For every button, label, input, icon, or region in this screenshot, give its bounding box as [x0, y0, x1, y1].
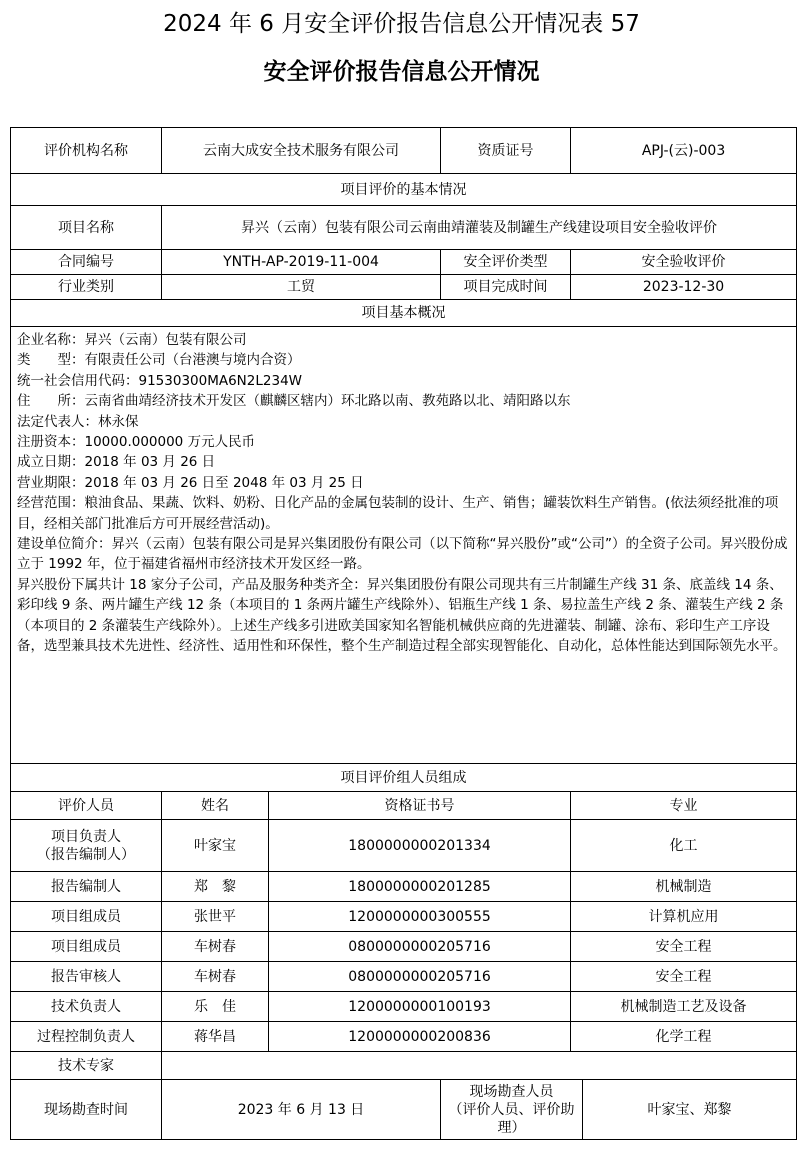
overview-line: 注册资本：10000.000000 万元人民币	[17, 434, 256, 451]
overview-line: 营业期限：2018 年 03 月 26 日至 2048 年 03 月 25 日	[17, 474, 364, 491]
table-row	[11, 932, 797, 962]
document-subtitle: 安全评价报告信息公开情况	[263, 59, 540, 85]
eval-type-value: 安全验收评价	[571, 250, 797, 275]
member-name: 叶家宝	[162, 820, 269, 872]
member-role: 报告审核人	[11, 962, 162, 992]
table-row	[11, 962, 797, 992]
member-major: 安全工程	[571, 962, 797, 992]
member-major: 化学工程	[571, 1022, 797, 1052]
overview-content	[11, 327, 797, 764]
cert-label: 资质证号	[441, 128, 571, 174]
table-row	[11, 992, 797, 1022]
survey-people-label	[441, 1080, 583, 1140]
agency-row	[11, 128, 797, 174]
survey-time-value: 2023 年 6 月 13 日	[162, 1080, 441, 1140]
member-cert: 0800000000205716	[269, 962, 571, 992]
member-cert: 1200000000300555	[269, 902, 571, 932]
survey-people-label-line2: （评价人员、评价助理）	[448, 1101, 575, 1136]
expert-label: 技术专家	[11, 1052, 162, 1080]
overview-line: 统一社会信用代码：91530300MA6N2L234W	[17, 372, 303, 389]
member-role: 过程控制负责人	[11, 1022, 162, 1052]
survey-people-label-line1: 现场勘查人员	[469, 1083, 554, 1100]
member-cert: 0800000000205716	[269, 932, 571, 962]
member-major: 安全工程	[571, 932, 797, 962]
overview-line: 成立日期：2018 年 03 月 26 日	[17, 454, 216, 471]
member-name: 蒋华昌	[162, 1022, 269, 1052]
agency-label: 评价机构名称	[11, 128, 162, 174]
member-cert: 1200000000200836	[269, 1022, 571, 1052]
member-name: 乐 佳	[162, 992, 269, 1022]
disclosure-table	[10, 127, 797, 1140]
agency-value: 云南大成安全技术服务有限公司	[162, 128, 441, 174]
overview-line: 企业名称：昇兴（云南）包装有限公司	[17, 332, 247, 348]
member-cert: 1200000000100193	[269, 992, 571, 1022]
contract-label: 合同编号	[11, 250, 162, 275]
table-row	[11, 902, 797, 932]
member-name: 车树春	[162, 962, 269, 992]
table-row	[11, 872, 797, 902]
member-cert: 1800000000201285	[269, 872, 571, 902]
overview-line: 法定代表人：林永保	[17, 413, 139, 430]
overview-line: 昇兴股份下属共计 18 家分子公司，产品及服务种类齐全：昇兴集团股份有限公司现共有三片制罐生产线 31 条、底盖线 14 条、彩印线 9 条、两片罐生产线 12 条（本项目的 1 条两片罐生产线除外）、铝瓶生产线 1 条、易拉盖生产线 2 条、灌装生产线 2 条（本项目的 2 条灌装生产线除外）。上述生产线多引进欧美国家知名智能机械供应商的先进灌装、制罐、涂布、彩印生产工序设备，选型兼具技术先进性、经济性、适用性和环保性，整个生产制造过程全部实现智能化、自动化，总体性能达到国际领先水平。	[17, 576, 787, 655]
finish-time-label: 项目完成时间	[441, 275, 571, 300]
member-role: 项目组成员	[11, 902, 162, 932]
overview-line: 建设单位简介：昇兴（云南）包装有限公司是昇兴集团股份有限公司（以下简称“昇兴股份”或“公司”）的全资子公司。昇兴股份成立于 1992 年，位于福建省福州市经济技术开发区经一路。	[17, 536, 788, 573]
team-header: 项目评价组人员组成	[11, 764, 797, 792]
member-role	[11, 820, 162, 872]
table-row	[11, 1022, 797, 1052]
cert-value: APJ-(云)-003	[571, 128, 797, 174]
finish-time-value: 2023-12-30	[571, 275, 797, 300]
member-role-line1: 项目负责人	[51, 828, 121, 845]
member-role: 报告编制人	[11, 872, 162, 902]
member-name: 郑 黎	[162, 872, 269, 902]
member-cert: 1800000000201334	[269, 820, 571, 872]
overview-line: 类 型：有限责任公司（台港澳与境内合资）	[17, 352, 301, 369]
member-major: 化工	[571, 820, 797, 872]
member-major: 机械制造	[571, 872, 797, 902]
member-name: 车树春	[162, 932, 269, 962]
basic-section-header: 项目评价的基本情况	[11, 174, 797, 206]
col-name-header: 姓名	[162, 792, 269, 820]
eval-type-label: 安全评价类型	[441, 250, 571, 275]
document-title: 2024 年 6 月安全评价报告信息公开情况表 57	[163, 11, 640, 37]
project-name-value: 昇兴（云南）包装有限公司云南曲靖灌装及制罐生产线建设项目安全验收评价	[162, 206, 797, 250]
overview-line: 经营范围：粮油食品、果蔬、饮料、奶粉、日化产品的金属包装制的设计、生产、销售；罐装饮料生产销售。(依法须经批准的项目，经相关部门批准后方可开展经营活动)。	[17, 495, 779, 532]
member-major: 机械制造工艺及设备	[571, 992, 797, 1022]
industry-label: 行业类别	[11, 275, 162, 300]
member-role: 项目组成员	[11, 932, 162, 962]
member-role: 技术负责人	[11, 992, 162, 1022]
overview-header: 项目基本概况	[11, 300, 797, 327]
col-cert-header: 资格证书号	[269, 792, 571, 820]
industry-value: 工贸	[162, 275, 441, 300]
survey-time-label: 现场勘查时间	[11, 1080, 162, 1140]
expert-value	[162, 1052, 797, 1080]
overview-line: 住 所：云南省曲靖经济技术开发区（麒麟区辖内）环北路以南、教苑路以北、靖阳路以东	[17, 393, 571, 410]
survey-row	[11, 1080, 797, 1140]
contract-value: YNTH-AP-2019-11-004	[162, 250, 441, 275]
survey-people-value: 叶家宝、郑黎	[583, 1080, 797, 1140]
project-name-label: 项目名称	[11, 206, 162, 250]
member-name: 张世平	[162, 902, 269, 932]
col-role-header: 评价人员	[11, 792, 162, 820]
col-major-header: 专业	[571, 792, 797, 820]
member-major: 计算机应用	[571, 902, 797, 932]
table-row	[11, 820, 797, 872]
team-column-headers	[11, 792, 797, 820]
member-role-line2: （报告编制人）	[37, 846, 135, 863]
